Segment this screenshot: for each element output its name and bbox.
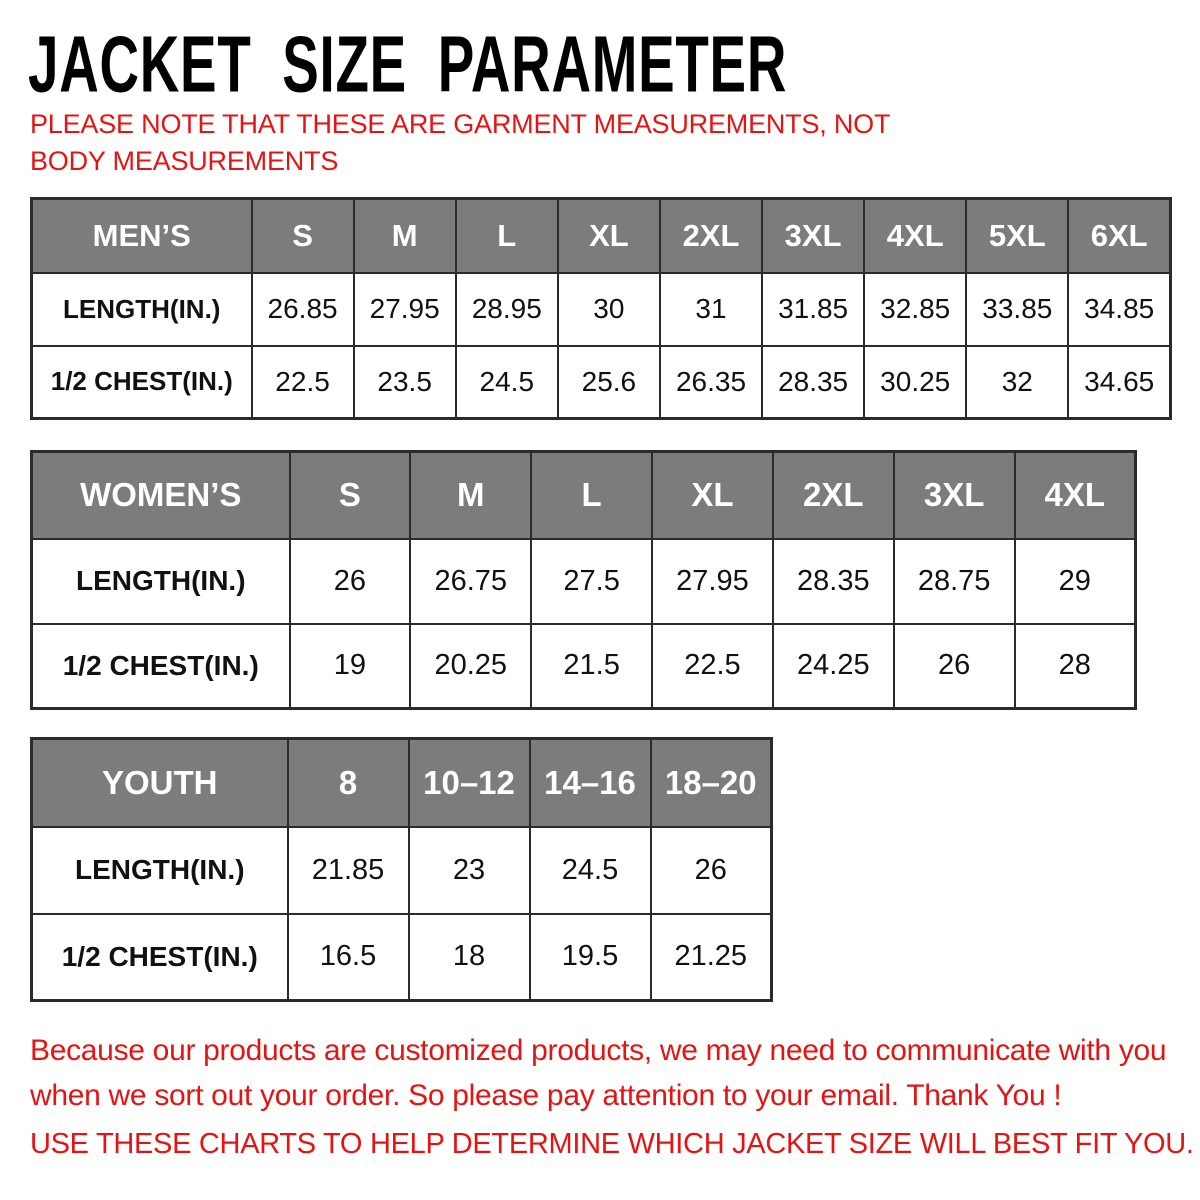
size-header-cell: S [290,452,411,539]
womens-size-table [30,450,1137,710]
measurement-value-cell: 28.35 [773,539,894,624]
measurement-value-cell: 24.25 [773,624,894,709]
measurement-value-cell: 19 [290,624,411,709]
page-title: JACKET SIZE PARAMETER [28,19,788,109]
size-header-cell: 18–20 [651,739,772,827]
row-label: 1/2 CHEST(IN.) [32,914,288,1001]
mens-size-table [30,197,1172,420]
measurement-value-cell: 23.5 [354,346,456,419]
row-label: LENGTH(IN.) [32,539,290,624]
table-title-cell: WOMEN’S [32,452,290,539]
measurement-value-cell: 27.95 [354,273,456,346]
chart-usage-note: USE THESE CHARTS TO HELP DETERMINE WHICH JACKET SIZE WILL BEST FIT YOU. [30,1128,1194,1160]
measurement-value-cell: 21.25 [651,914,772,1001]
garment-measurement-note: PLEASE NOTE THAT THESE ARE GARMENT MEASUREMENTS, NOT BODY MEASUREMENTS [30,109,890,176]
measurement-value-cell: 28.75 [894,539,1015,624]
measurement-value-cell: 16.5 [288,914,409,1001]
measurement-value-cell: 26.85 [252,273,354,346]
size-header-cell: XL [558,199,660,273]
measurement-value-cell: 34.65 [1068,346,1170,419]
measurement-value-cell: 26 [894,624,1015,709]
measurement-value-cell: 31 [660,273,762,346]
measurement-value-cell: 26 [290,539,411,624]
measurement-value-cell: 28.35 [762,346,864,419]
size-header-cell: 4XL [864,199,966,273]
measurement-value-cell: 21.85 [288,827,409,914]
size-header-cell: 2XL [773,452,894,539]
size-header-cell: M [410,452,531,539]
measurement-value-cell: 22.5 [252,346,354,419]
table-title-cell: YOUTH [32,739,288,827]
measurement-value-cell: 24.5 [530,827,651,914]
row-label: LENGTH(IN.) [32,273,252,346]
measurement-value-cell: 34.85 [1068,273,1170,346]
row-label: 1/2 CHEST(IN.) [32,346,252,419]
measurement-value-cell: 28.95 [456,273,558,346]
size-header-cell: 3XL [894,452,1015,539]
size-header-cell: 5XL [966,199,1068,273]
measurement-value-cell: 32 [966,346,1068,419]
size-header-cell: L [531,452,652,539]
table-title-cell: MEN’S [32,199,252,273]
custom-order-notice: Because our products are customized products, we may need to communicate with you when we sort out your order. So please pay attention to your email. Thank You ! [30,1034,1167,1112]
measurement-value-cell: 26.75 [410,539,531,624]
measurement-value-cell: 31.85 [762,273,864,346]
measurement-value-cell: 18 [409,914,530,1001]
measurement-value-cell: 26.35 [660,346,762,419]
measurement-value-cell: 23 [409,827,530,914]
measurement-value-cell: 27.5 [531,539,652,624]
size-header-cell: XL [652,452,773,539]
size-header-cell: 10–12 [409,739,530,827]
measurement-value-cell: 19.5 [530,914,651,1001]
size-header-cell: 6XL [1068,199,1170,273]
measurement-value-cell: 30.25 [864,346,966,419]
measurement-value-cell: 26 [651,827,772,914]
size-header-cell: 14–16 [530,739,651,827]
measurement-value-cell: 33.85 [966,273,1068,346]
measurement-value-cell: 28 [1015,624,1136,709]
size-header-cell: M [354,199,456,273]
measurement-value-cell: 22.5 [652,624,773,709]
measurement-value-cell: 21.5 [531,624,652,709]
size-header-cell: 8 [288,739,409,827]
youth-size-table [30,737,773,1002]
size-header-cell: S [252,199,354,273]
measurement-value-cell: 27.95 [652,539,773,624]
measurement-value-cell: 24.5 [456,346,558,419]
measurement-value-cell: 25.6 [558,346,660,419]
measurement-value-cell: 32.85 [864,273,966,346]
size-header-cell: 2XL [660,199,762,273]
size-header-cell: 3XL [762,199,864,273]
measurement-value-cell: 30 [558,273,660,346]
size-header-cell: L [456,199,558,273]
measurement-value-cell: 20.25 [410,624,531,709]
row-label: LENGTH(IN.) [32,827,288,914]
size-header-cell: 4XL [1015,452,1136,539]
row-label: 1/2 CHEST(IN.) [32,624,290,709]
measurement-value-cell: 29 [1015,539,1136,624]
